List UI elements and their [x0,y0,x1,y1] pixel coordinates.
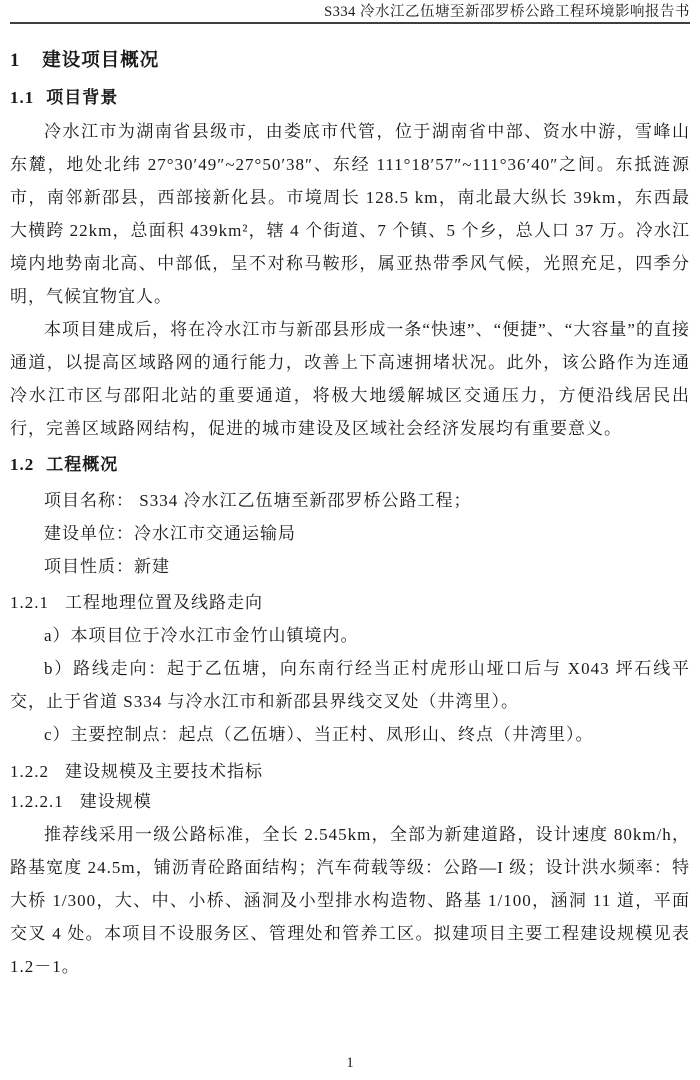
paragraph-background-1: 冷水江市为湖南省县级市，由娄底市代管，位于湖南省中部、资水中游，雪峰山东麓，地处北纬 27°30′49″~27°50′38″、东经 111°18′57″~111°36′40″之间。东抵涟源市，南邻新邵县，西部接新化县。市境周长 128.5 km，南北最大纵长 39km，东西最大横跨 22km，总面积 439km²，辖 4 个街道、7 个镇、5 个乡，总人口 37 万。冷水江境内地势南北高、中部低，呈不对称马鞍形，属亚热带季风气候，光照充足，四季分明，气候宜物宜人。 [10,122,690,306]
chapter-title: 建设项目概况 [42,49,160,70]
section-1-2-2-number: 1.2.2 [10,762,49,781]
route-item-a: a）本项目位于冷水江市金竹山镇境内。 [44,626,359,645]
section-heading-1-2-2-1 [10,790,690,814]
section-1-2-title: 工程概况 [46,455,119,474]
page-header [10,0,690,24]
section-heading-1-2 [10,454,690,476]
section-heading-1-2-1 [10,591,690,615]
paragraph-scale: 推荐线采用一级公路标准，全长 2.545km，全部为新建道路，设计速度 80km/h，路基宽度 24.5m，铺沥青砼路面结构；汽车荷载等级：公路—I 级；设计洪水频率：特大桥 1/300，大、中、小桥、涵洞及小型排水构造物、路基 1/100，涵洞 11 道，平面交叉 4 处。本项目不设服务区、管理处和管养工区。拟建项目主要工程建设规模见表 1.2－1。 [10,825,690,976]
section-1-2-2-1-title: 建设规模 [79,792,152,811]
section-heading-1-2-2 [10,760,690,784]
section-heading-1-1 [10,87,690,109]
header-rule [10,22,690,24]
paragraph-background-2: 本项目建成后，将在冷水江市与新邵县形成一条“快速”、“便捷”、“大容量”的直接通道，以提高区域路网的通行能力，改善上下高速拥堵状况。此外，该公路作为连通冷水江市区与邵阳北站的重要通道，将极大地缓解城区交通压力，方便沿线居民出行，完善区域路网结构，促进的城市建设及区域社会经济发展均有重要意义。 [10,320,690,438]
project-name-line: 项目名称： S334 冷水江乙伍塘至新邵罗桥公路工程； [44,491,472,510]
running-header-title: S334 冷水江乙伍塘至新邵罗桥公路工程环境影响报告书 [324,4,690,20]
section-1-2-1-number: 1.2.1 [10,593,49,612]
page-number: 1 [346,1055,354,1071]
chapter-heading [10,48,690,73]
section-1-2-2-title: 建设规模及主要技术指标 [65,762,263,781]
document-body [10,48,690,983]
chapter-number: 1 [10,51,21,71]
section-1-2-number: 1.2 [10,455,35,474]
section-1-2-1-title: 工程地理位置及线路走向 [65,593,263,612]
route-item-c: c）主要控制点：起点（乙伍塘）、当正村、凤形山、终点（井湾里）。 [44,725,594,744]
route-item-b: b）路线走向：起于乙伍塘，向东南行经当正村虎形山垭口后与 X043 坪石线平交，止于省道 S334 与冷水江市和新邵县界线交叉处（井湾里）。 [10,659,690,711]
section-1-1-number: 1.1 [10,88,35,107]
section-1-1-title: 项目背景 [46,88,119,107]
construction-unit-line: 建设单位：冷水江市交通运输局 [44,524,296,543]
section-1-2-2-1-number: 1.2.2.1 [10,792,64,811]
project-nature-line: 项目性质：新建 [44,557,170,576]
page-footer [0,1054,700,1072]
